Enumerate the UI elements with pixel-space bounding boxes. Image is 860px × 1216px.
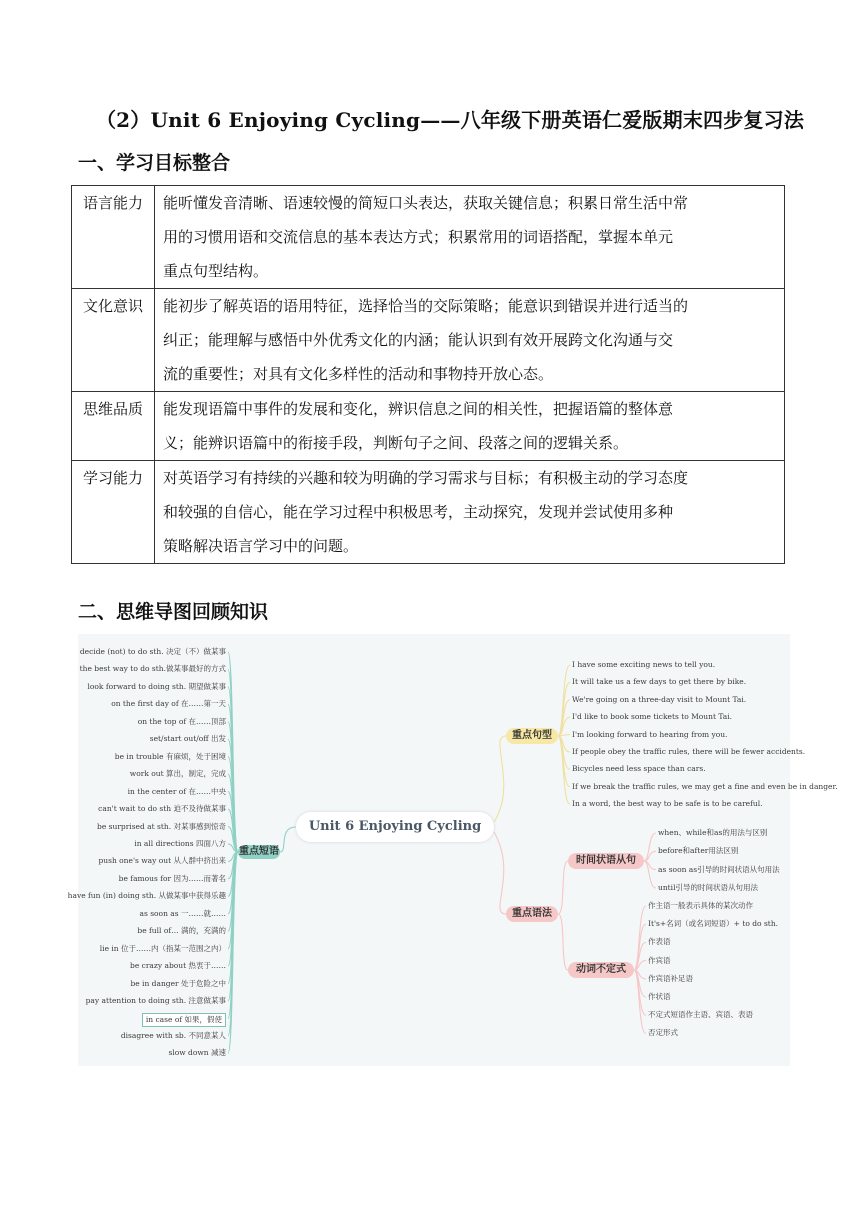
branch-line	[494, 736, 506, 822]
phrase-item: disagree with sb. 不同意某人	[120, 1030, 226, 1040]
sentence-item: Bicycles need less space than cars.	[572, 764, 706, 774]
branch-line	[558, 914, 568, 970]
branch-line	[644, 861, 656, 888]
phrase-item: in case of 如果，假使	[142, 1013, 226, 1027]
goal-description	[155, 289, 785, 392]
branch-line	[558, 861, 568, 914]
phrase-item: be surprised at sth. 对某事感到惊奇	[97, 821, 226, 831]
infinitive-item: 作宾语	[648, 955, 671, 965]
phrase-item: pay attention to doing sth. 注意做某事	[85, 996, 226, 1005]
goal-line: 义；能辨识语篇中的衔接手段，判断句子之间、段落之间的逻辑关系。	[163, 434, 629, 452]
node-key-grammar: 重点语法	[506, 906, 558, 922]
infinitive-item: 作状语	[648, 992, 671, 1001]
infinitive-item: 否定形式	[648, 1028, 678, 1038]
phrase-item: on the top of 在……顶部	[137, 716, 226, 726]
infinitive-item: 作表语	[648, 937, 671, 947]
goal-description	[155, 186, 785, 289]
goal-label: 文化意识	[72, 289, 155, 392]
sentence-item: I'd like to book some tickets to Mount Tai.	[572, 712, 733, 722]
time-clause-item: until引导的时间状语从句用法	[658, 882, 758, 892]
phrase-item: slow down 减速	[168, 1048, 226, 1058]
goal-line: 能发现语篇中事件的发展和变化，辨识信息之间的相关性，把握语篇的整体意	[163, 400, 674, 418]
goal-line: 纠正；能理解与感悟中外优秀文化的内涵；能认识到有效开展跨文化沟通与交	[163, 331, 674, 349]
phrase-item: in the center of 在……中央	[127, 786, 226, 796]
phrase-item: have fun (in) doing sth. 从做某事中获得乐趣	[67, 891, 226, 901]
phrase-item: be crazy about 热衷于……	[130, 961, 226, 971]
phrase-item: on the first day of 在……第一天	[111, 699, 226, 709]
goal-line: 能初步了解英语的语用特征，选择恰当的交际策略；能意识到错误并进行适当的	[163, 297, 689, 315]
goal-description	[155, 461, 785, 564]
goal-label: 学习能力	[72, 461, 155, 564]
time-clause-item: as soon as引导的时间状语从句用法	[658, 864, 780, 874]
branch-line	[494, 832, 506, 914]
infinitive-item: 不定式短语作主语、宾语、表语	[648, 1010, 753, 1020]
phrase-item: lie in 位于……内（指某一范围之内）	[99, 943, 226, 953]
infinitive-item: 作主语一般表示具体的某次动作	[648, 901, 753, 910]
sentence-item: I'm looking forward to hearing from you.	[572, 729, 728, 739]
goal-label: 思维品质	[72, 392, 155, 461]
phrase-item: in all directions 四面八方	[134, 838, 226, 848]
phrase-item: work out 算出，制定，完成	[129, 769, 226, 779]
phrase-item: set/start out/off 出发	[149, 734, 226, 744]
node-time-clause: 时间状语从句	[568, 853, 644, 869]
sentence-item: It will take us a few days to get there by bike.	[572, 677, 747, 687]
sentence-item: If we break the traffic rules, we may get a fine and even be in danger.	[572, 781, 838, 791]
phrase-item: be in trouble 有麻烦，处于困境	[114, 751, 226, 761]
infinitive-item: 作宾语补足语	[648, 973, 693, 983]
phrase-item: look forward to doing sth. 期望做某事	[87, 681, 226, 691]
branch-line	[644, 833, 656, 861]
node-infinitive: 动词不定式	[568, 962, 634, 978]
sentence-item: I have some exciting news to tell you.	[572, 660, 716, 669]
section-heading-goals: 一、学习目标整合	[78, 152, 231, 174]
branch-line	[280, 827, 296, 852]
goal-line: 和较强的自信心，能在学习过程中积极思考，主动探究，发现并尝试使用多种	[163, 503, 674, 521]
goal-line: 能听懂发音清晰、语速较慢的简短口头表达，获取关键信息；积累日常生活中常	[163, 194, 689, 212]
time-clause-item: before和after用法区别	[658, 846, 739, 856]
goal-line: 重点句型结构。	[163, 262, 269, 280]
sentence-item: We're going on a three-day visit to Mount Tai.	[572, 694, 747, 704]
phrase-item: be in danger 处于危险之中	[130, 978, 226, 988]
goal-line: 对英语学习有持续的兴趣和较为明确的学习需求与目标；有积极主动的学习态度	[163, 469, 689, 487]
mind-map	[67, 634, 838, 1066]
phrase-item: can't wait to do sth 迫不及待做某事	[98, 804, 226, 814]
mind-map-center-node: Unit 6 Enjoying Cycling	[296, 812, 494, 842]
node-key-phrases: 重点短语	[239, 846, 279, 857]
phrase-item: the best way to do sth.做某事最好的方式	[79, 664, 226, 674]
node-key-sentences: 重点句型	[506, 728, 558, 744]
document-title: （2）Unit 6 Enjoying Cycling——八年级下册英语仁爱版期末四步复习法	[95, 108, 805, 132]
phrase-item: as soon as 一……就……	[139, 908, 226, 918]
goal-line: 流的重要性；对具有文化多样性的活动和事物持开放心态。	[163, 365, 554, 383]
goal-line: 策略解决语言学习中的问题。	[163, 537, 359, 555]
phrase-item: be full of… 满的，充满的	[137, 926, 226, 936]
goals-table	[71, 185, 785, 564]
phrase-item: decide (not) to do sth. 决定（不）做某事	[79, 647, 226, 656]
sentence-item: If people obey the traffic rules, there will be fewer accidents.	[572, 747, 806, 756]
goal-line: 用的习惯用语和交流信息的基本表达方式；积累常用的词语搭配，掌握本单元	[163, 228, 674, 246]
section-heading-mindmap: 二、思维导图回顾知识	[78, 601, 269, 623]
goal-row	[72, 392, 785, 461]
goal-label: 语言能力	[72, 186, 155, 289]
goal-row	[72, 186, 785, 289]
sentence-item: In a word, the best way to be safe is to be careful.	[572, 799, 763, 809]
goal-row	[72, 461, 785, 564]
phrase-item: be famous for 因为……而著名	[118, 873, 226, 883]
goal-description	[155, 392, 785, 461]
infinitive-item: It's+名词（或名词短语）+ to do sth.	[648, 919, 779, 929]
goal-row	[72, 289, 785, 392]
phrase-item: push one's way out 从人群中挤出来	[98, 856, 226, 866]
time-clause-item: when、while和as的用法与区别	[658, 828, 768, 837]
